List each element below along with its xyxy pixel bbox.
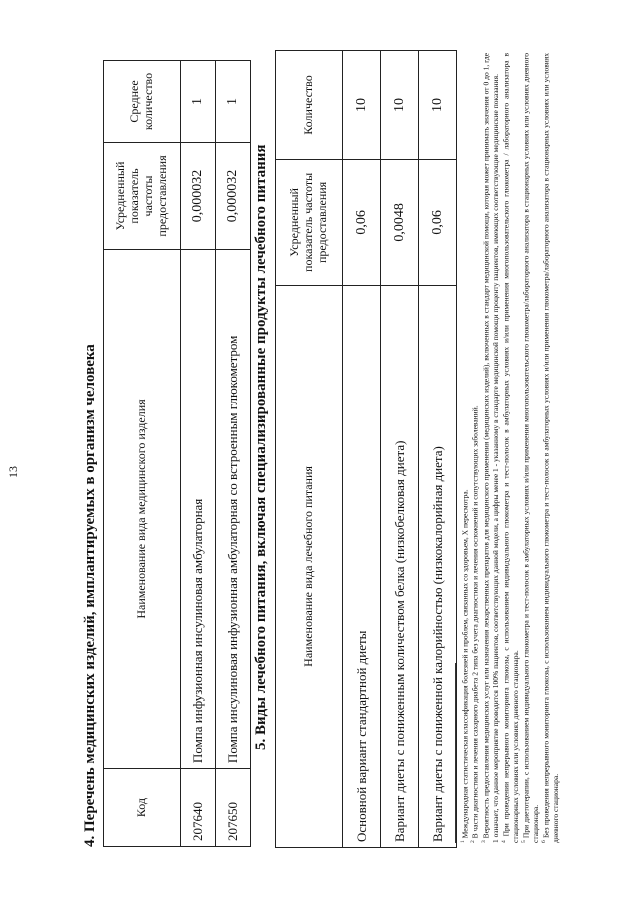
table-row — [381, 51, 419, 848]
page-number: 13 — [6, 466, 20, 478]
footnote-text: Без проведения непрерывного мониторинга глюкозы, с использованием индивидуального глюкометра и тест-полосок в амбулаторных условиях и/или применения глюкометра/лабораторного анализатора в стационарных условиях или условиях дневного стационара. — [541, 53, 560, 843]
footnote-mark: 1 — [460, 840, 466, 843]
header-quantity: Среднее количество — [104, 61, 181, 143]
footnote — [470, 53, 480, 843]
footnote-divider — [455, 663, 456, 843]
nutrition-frequency: 0,06 — [343, 159, 381, 285]
nutrition-name: Основной вариант стандартной диеты — [343, 285, 381, 847]
table-row — [216, 61, 251, 847]
device-frequency: 0,000032 — [181, 142, 216, 249]
footnote-mark: 6 — [540, 840, 547, 843]
nutrition-frequency: 0,0048 — [381, 159, 419, 285]
nutrition-quantity: 10 — [343, 51, 381, 160]
therapeutic-nutrition-table — [275, 50, 457, 848]
table-row — [181, 61, 216, 847]
section5-title: 5. Виды лечебного питания, включая специализированные продукты лечебного питания — [253, 144, 269, 750]
nutrition-frequency: 0,06 — [419, 159, 457, 285]
footnote-text: Международная статистическая классификация болезней и проблем, связанных со здоровьем, X пересмотра. — [460, 489, 470, 839]
footnote-text: Вероятность предоставления медицинских услуг или назначения лекарственных препаратов для медицинского применения (медицинских изделий), включенных в стандарт медицинской помощи, которая может принимать значения от 0 до 1, где 1 означает, что данное мероприятие проводится 100% пациентов, соответствующих данной модели, а цифры менее 1 - указанному в стандарте медицинской помощи проценту пациентов, имеющих соответствующие медицинские показания. — [481, 52, 500, 843]
footnote-text: В части диагностики и лечения сахарного диабета 2 типа без учета диагностики и лечения осложнений и сопутствующих заболеваний. — [470, 405, 480, 839]
table-header-row — [104, 61, 181, 847]
footnote — [541, 53, 561, 843]
device-name: Помпа инсулиновая инфузионная амбулаторная со встроенным глюкометром — [216, 249, 251, 768]
device-quantity: 1 — [181, 61, 216, 143]
header-frequency: Усредненный показатель частоты предоставления — [276, 159, 343, 285]
table-row — [419, 51, 457, 848]
footnote — [501, 53, 521, 843]
device-frequency: 0,000032 — [216, 142, 251, 249]
nutrition-name: Вариант диеты с пониженным количеством белка (низкобелковая диета) — [381, 285, 419, 847]
nutrition-quantity: 10 — [419, 51, 457, 160]
table-header-row — [276, 51, 343, 848]
device-code: 207650 — [216, 769, 251, 847]
header-nutrition-name: Наименование вида лечебного питания — [276, 285, 343, 847]
device-quantity: 1 — [216, 61, 251, 143]
nutrition-name: Вариант диеты с пониженной калорийностью (низкокалорийная диета) — [419, 285, 457, 847]
header-device-name: Наименование вида медицинского изделия — [104, 249, 181, 768]
footnote — [460, 53, 470, 843]
footnote-mark: 2 — [470, 840, 477, 843]
nutrition-quantity: 10 — [381, 51, 419, 160]
footnote — [521, 53, 541, 843]
device-code: 207640 — [181, 769, 216, 847]
device-name: Помпа инфузионная инсулиновая амбулаторная — [181, 249, 216, 768]
footnote-text: При проведении непрерывного мониторинга глюкозы, с использованием индивидуального глюкометра и тест-полосок в амбулаторных условиях и/или применения многопользовательского глюкометра / лабораторного анализатора в стационарных условиях или условиях дневного стационара. — [501, 53, 520, 843]
header-quantity: Количество — [276, 51, 343, 160]
header-frequency: Усредненный показатель частоты предоставления — [104, 142, 181, 249]
footnote-text: При диетотерапии, с использованием индивидуального глюкометра и тест-полосок в амбулаторных условиях и/или применения многопользовательского глюкометра/лабораторного анализатора в стационарных условиях или условиях дневного стационара. — [521, 52, 540, 843]
medical-devices-table — [103, 60, 251, 847]
footnote — [481, 53, 501, 843]
footnote-mark: 5 — [520, 840, 527, 843]
footnote-mark: 3 — [480, 840, 487, 843]
header-code: Код — [104, 769, 181, 847]
table-row — [343, 51, 381, 848]
footnotes — [460, 53, 561, 843]
footnote-mark: 4 — [500, 840, 507, 843]
section4-title: 4. Перечень медицинских изделий, имплантируемых в организм человека — [82, 344, 98, 847]
